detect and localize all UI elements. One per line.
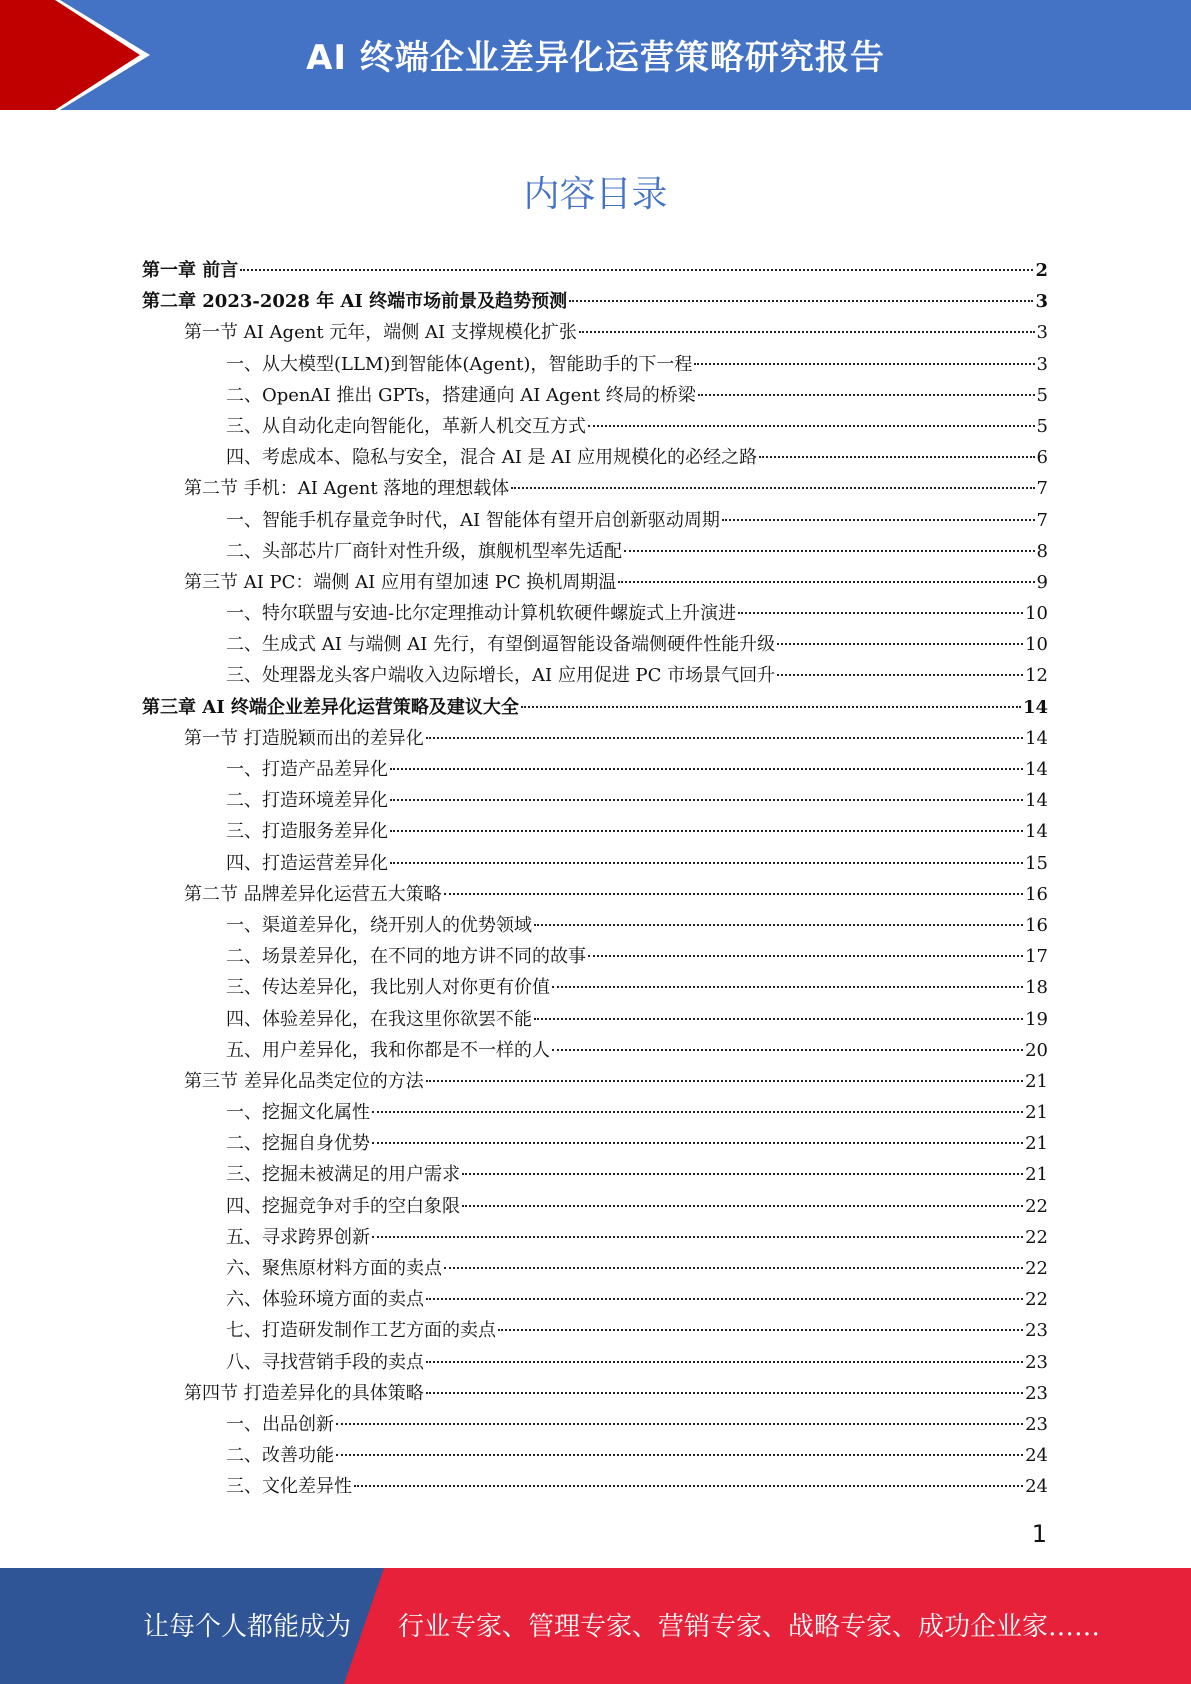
toc-entry[interactable] (142, 816, 1048, 847)
toc-entry-page: 20 (1025, 1039, 1048, 1061)
toc-dot-leader (588, 425, 1035, 427)
toc-dot-leader (426, 1080, 1023, 1082)
toc-entry[interactable] (142, 1347, 1048, 1378)
toc-entry[interactable] (142, 1035, 1048, 1066)
toc-entry-page: 16 (1025, 883, 1048, 905)
toc-entry-label: 四、挖掘竞争对手的空白象限 (226, 1195, 460, 1217)
toc-dot-leader (444, 1267, 1023, 1269)
toc-entry[interactable] (142, 941, 1048, 972)
toc-entry-label: 一、打造产品差异化 (226, 759, 388, 780)
toc-dot-leader (390, 830, 1023, 832)
toc-entry-label: 一、从大模型(LLM)到智能体(Agent)，智能助手的下一程 (226, 353, 693, 375)
toc-entry[interactable] (142, 442, 1048, 473)
toc-dot-leader (534, 1018, 1023, 1020)
toc-dot-leader (390, 862, 1023, 864)
page-footer-banner (0, 1568, 1191, 1684)
toc-entry[interactable] (142, 1097, 1048, 1128)
toc-entry-label: 二、OpenAI 推出 GPTs，搭建通向 AI Agent 终局的桥梁 (226, 384, 696, 406)
toc-dot-leader (462, 1205, 1023, 1207)
toc-dot-leader (521, 706, 1021, 708)
toc-entry-page: 23 (1025, 1413, 1048, 1435)
toc-dot-leader (777, 674, 1023, 676)
toc-entry[interactable] (142, 910, 1048, 941)
toc-entry-label: 二、场景差异化，在不同的地方讲不同的故事 (226, 946, 586, 968)
toc-heading: 内容目录 (523, 174, 668, 215)
toc-entry[interactable] (142, 1128, 1048, 1159)
toc-dot-leader (372, 1111, 1023, 1113)
toc-entry-label: 二、挖掘自身优势 (226, 1133, 370, 1155)
toc-entry-label: 二、生成式 AI 与端侧 AI 先行，有望倒逼智能设备端侧硬件性能升级 (226, 634, 776, 656)
toc-dot-leader (588, 955, 1023, 957)
toc-entry[interactable] (142, 692, 1048, 723)
toc-entry[interactable] (142, 1004, 1048, 1035)
toc-dot-leader (336, 1454, 1023, 1456)
toc-entry-page: 22 (1025, 1226, 1048, 1248)
toc-entry-page: 22 (1025, 1258, 1048, 1279)
toc-entry-page: 24 (1025, 1445, 1048, 1467)
toc-entry-page: 14 (1025, 759, 1048, 780)
toc-entry[interactable] (142, 848, 1048, 879)
toc-entry-page: 23 (1025, 1382, 1048, 1404)
toc-entry-page: 7 (1036, 509, 1048, 531)
toc-entry-page: 3 (1035, 291, 1048, 313)
page-number: 1 (1031, 1520, 1047, 1548)
toc-entry-page: 5 (1036, 384, 1048, 406)
toc-dot-leader (777, 643, 1023, 645)
toc-dot-leader (372, 1142, 1023, 1144)
toc-entry[interactable] (142, 317, 1048, 348)
toc-entry[interactable] (142, 1066, 1048, 1097)
toc-entry-label: 第二节 品牌差异化运营五大策略 (184, 883, 442, 905)
toc-entry[interactable] (142, 629, 1048, 660)
toc-entry-label: 三、处理器龙头客户端收入边际增长，AI 应用促进 PC 市场景气回升 (226, 665, 776, 687)
toc-entry[interactable] (142, 1284, 1048, 1315)
toc-dot-leader (698, 394, 1035, 396)
toc-entry-page: 22 (1025, 1195, 1048, 1217)
toc-entry-page: 10 (1025, 634, 1048, 656)
toc-entry[interactable] (142, 411, 1048, 442)
toc-entry-page: 10 (1025, 603, 1048, 625)
toc-dot-leader (426, 737, 1023, 739)
toc-dot-leader (552, 1049, 1023, 1051)
toc-entry[interactable] (142, 1378, 1048, 1409)
toc-entry-label: 三、文化差异性 (226, 1476, 352, 1498)
toc-entry-page: 3 (1036, 322, 1048, 344)
toc-dot-leader (618, 581, 1034, 583)
toc-entry[interactable] (142, 1222, 1048, 1253)
toc-entry-label: 一、挖掘文化属性 (226, 1102, 370, 1124)
toc-dot-leader (240, 269, 1033, 271)
toc-entry-label: 三、从自动化走向智能化，革新人机交互方式 (226, 415, 586, 437)
toc-entry-label: 第二节 手机：AI Agent 落地的理想载体 (184, 478, 510, 500)
toc-entry-page: 17 (1025, 946, 1048, 968)
toc-entry-page: 15 (1025, 852, 1048, 874)
toc-entry-label: 五、寻求跨界创新 (226, 1226, 370, 1248)
toc-entry-label: 第三节 AI PC：端侧 AI 应用有望加速 PC 换机周期温 (184, 571, 617, 593)
toc-entry-label: 四、体验差异化，在我这里你欲罢不能 (226, 1008, 532, 1030)
toc-entry-label: 二、改善功能 (226, 1445, 334, 1467)
toc-entry-page: 6 (1036, 447, 1048, 469)
toc-entry-page: 19 (1025, 1008, 1048, 1030)
toc-entry-label: 一、出品创新 (226, 1413, 334, 1435)
toc-entry[interactable] (142, 1315, 1048, 1346)
toc-entry[interactable] (142, 1471, 1048, 1502)
toc-dot-leader (444, 893, 1023, 895)
toc-entry-page: 23 (1025, 1351, 1048, 1373)
toc-entry-label: 二、打造环境差异化 (226, 790, 388, 812)
toc-dot-leader (462, 1173, 1023, 1175)
toc-entry-label: 三、传达差异化，我比别人对你更有价值 (226, 977, 550, 999)
toc-entry[interactable] (142, 598, 1048, 629)
toc-dot-leader (624, 550, 1035, 552)
toc-entry-page: 5 (1036, 415, 1048, 437)
toc-entry-page: 8 (1036, 540, 1048, 562)
report-title: AI 终端企业差异化运营策略研究报告 (306, 38, 885, 78)
toc-entry-page: 21 (1025, 1102, 1048, 1124)
toc-dot-leader (390, 768, 1023, 770)
toc-entry[interactable] (142, 1440, 1048, 1471)
toc-entry[interactable] (142, 1159, 1048, 1190)
toc-entry-page: 22 (1025, 1289, 1048, 1311)
toc-dot-leader (336, 1423, 1023, 1425)
toc-entry[interactable] (142, 972, 1048, 1003)
toc-dot-leader (694, 363, 1034, 365)
toc-entry[interactable] (142, 754, 1048, 785)
toc-entry[interactable] (142, 380, 1048, 411)
toc-entry[interactable] (142, 255, 1048, 286)
toc-entry-label: 四、考虑成本、隐私与安全，混合 AI 是 AI 应用规模化的必经之路 (226, 447, 758, 469)
toc-entry-label: 五、用户差异化，我和你都是不一样的人 (226, 1039, 550, 1061)
toc-entry-page: 18 (1025, 977, 1048, 999)
table-of-contents (142, 255, 1048, 1503)
toc-dot-leader (534, 924, 1023, 926)
toc-dot-leader (426, 1298, 1023, 1300)
toc-entry-label: 一、渠道差异化，绕开别人的优势领域 (226, 914, 532, 936)
toc-entry[interactable] (142, 660, 1048, 691)
toc-entry-label: 三、挖掘未被满足的用户需求 (226, 1164, 460, 1186)
toc-dot-leader (498, 1329, 1023, 1331)
toc-entry-label: 第一节 AI Agent 元年，端侧 AI 支撑规模化扩张 (184, 322, 577, 344)
toc-dot-leader (354, 1485, 1023, 1487)
toc-entry-label: 第一节 打造脱颖而出的差异化 (184, 727, 424, 749)
toc-dot-leader (722, 519, 1035, 521)
toc-entry[interactable] (142, 1253, 1048, 1284)
toc-entry-label: 第三节 差异化品类定位的方法 (184, 1070, 424, 1092)
toc-entry-page: 24 (1025, 1476, 1048, 1498)
toc-entry-label: 七、打造研发制作工艺方面的卖点 (226, 1320, 496, 1342)
toc-entry-page: 9 (1036, 571, 1048, 593)
page-header-banner (0, 0, 1191, 110)
toc-entry-label: 八、寻找营销手段的卖点 (226, 1351, 424, 1373)
toc-entry-page: 21 (1025, 1133, 1048, 1155)
toc-entry-page: 14 (1025, 821, 1048, 843)
toc-entry-label: 第四节 打造差异化的具体策略 (184, 1382, 424, 1404)
toc-entry-page: 21 (1025, 1164, 1048, 1186)
toc-dot-leader (511, 487, 1034, 489)
toc-entry-label: 二、头部芯片厂商针对性升级，旗舰机型率先适配 (226, 540, 622, 562)
toc-dot-leader (579, 331, 1035, 333)
toc-entry-label: 一、智能手机存量竞争时代，AI 智能体有望开启创新驱动周期 (226, 509, 720, 531)
toc-entry-page: 2 (1035, 260, 1048, 281)
toc-entry-page: 14 (1022, 696, 1048, 718)
toc-dot-leader (372, 1236, 1023, 1238)
toc-dot-leader (426, 1392, 1023, 1394)
toc-entry-page: 23 (1025, 1320, 1048, 1342)
toc-entry[interactable] (142, 785, 1048, 816)
toc-entry-label: 一、特尔联盟与安迪-比尔定理推动计算机软硬件螺旋式上升演进 (226, 603, 737, 625)
toc-dot-leader (552, 986, 1023, 988)
toc-entry[interactable] (142, 505, 1048, 536)
toc-entry-label: 六、体验环境方面的卖点 (226, 1289, 424, 1311)
toc-entry-label: 四、打造运营差异化 (226, 852, 388, 874)
toc-entry-label: 三、打造服务差异化 (226, 821, 388, 843)
footer-slogan-left: 让每个人都能成为 (143, 1612, 352, 1642)
toc-entry-label: 第二章 2023-2028 年 AI 终端市场前景及趋势预测 (142, 291, 568, 313)
toc-entry-page: 12 (1025, 665, 1048, 687)
toc-dot-leader (738, 612, 1023, 614)
toc-entry-label: 六、聚焦原材料方面的卖点 (226, 1258, 442, 1279)
toc-entry-page: 14 (1025, 790, 1048, 812)
toc-dot-leader (759, 456, 1034, 458)
toc-entry[interactable] (142, 723, 1048, 754)
toc-entry[interactable] (142, 286, 1048, 317)
toc-entry[interactable] (142, 536, 1048, 567)
toc-entry[interactable] (142, 349, 1048, 380)
toc-entry-label: 第三章 AI 终端企业差异化运营策略及建议大全 (142, 696, 519, 718)
toc-entry-label: 第一章 前言 (142, 260, 239, 281)
toc-entry[interactable] (142, 567, 1048, 598)
toc-dot-leader (569, 300, 1033, 302)
footer-slogan-right: 行业专家、管理专家、营销专家、战略专家、成功企业家…… (398, 1612, 1101, 1642)
toc-dot-leader (426, 1361, 1023, 1363)
toc-entry-page: 3 (1036, 353, 1048, 375)
toc-dot-leader (390, 799, 1023, 801)
toc-entry[interactable] (142, 473, 1048, 504)
toc-entry-page: 14 (1025, 727, 1048, 749)
toc-entry[interactable] (142, 1191, 1048, 1222)
toc-entry[interactable] (142, 879, 1048, 910)
toc-entry[interactable] (142, 1409, 1048, 1440)
toc-entry-page: 7 (1036, 478, 1048, 500)
toc-entry-page: 16 (1025, 914, 1048, 936)
toc-entry-page: 21 (1025, 1070, 1048, 1092)
